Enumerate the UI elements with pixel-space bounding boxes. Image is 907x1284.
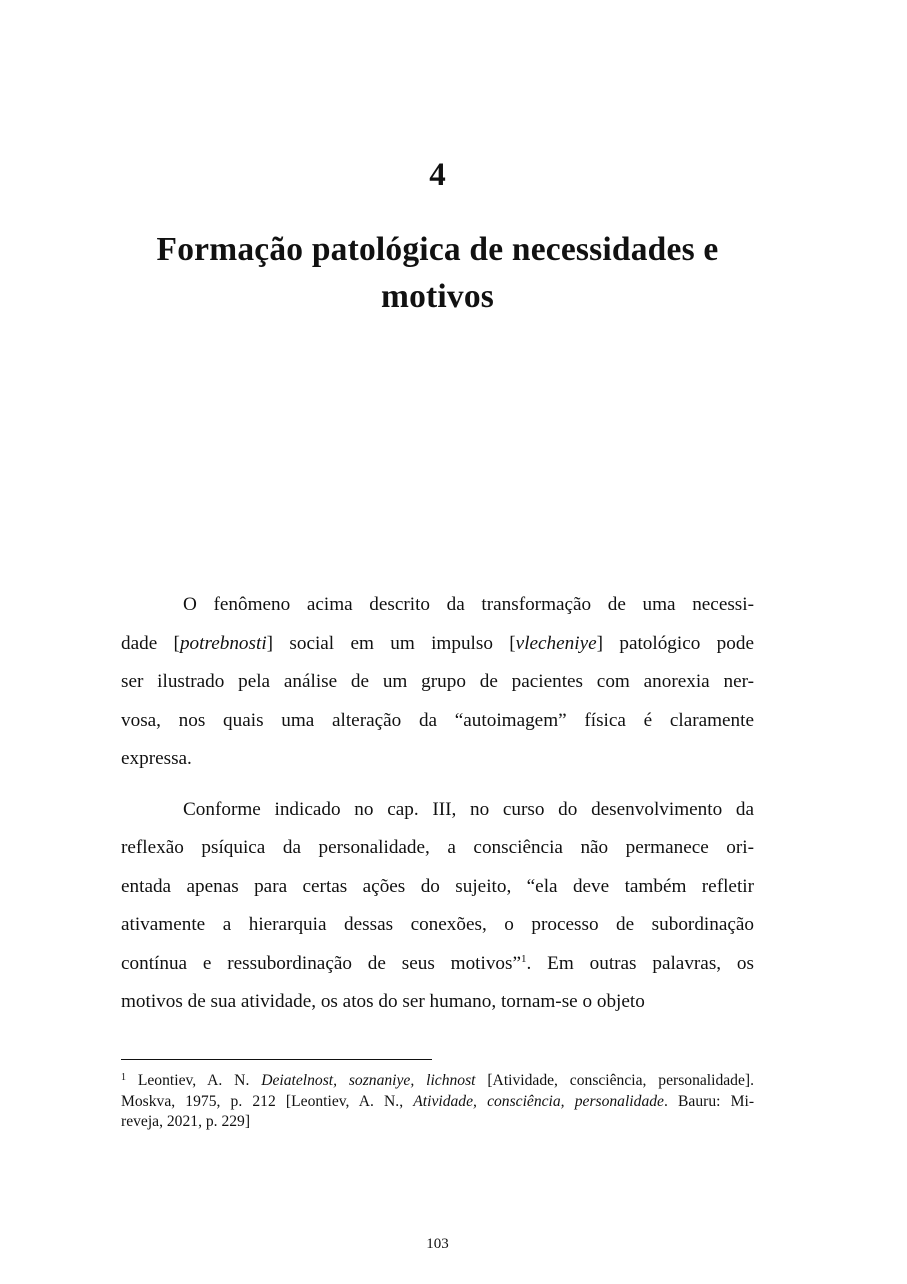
text-line: [121, 829, 754, 868]
text-run: [Atividade, consciência, personalidade].: [475, 1072, 754, 1089]
italic-term: Deiatelnost, soznaniye, lichnost: [261, 1072, 476, 1089]
italic-term: Atividade, consciência, personalidade: [413, 1092, 664, 1110]
text-line: [121, 702, 754, 741]
text-run: dade [: [121, 632, 180, 654]
text-run: contínua e ressubordinação de seus motivos”: [121, 952, 521, 974]
footnote-line: [121, 1092, 754, 1113]
footnote: [121, 1071, 754, 1133]
body-text: [121, 586, 754, 1034]
text-run: entada apenas para certas ações do sujeito, “ela deve também refletir: [121, 875, 754, 897]
text-run: ativamente a hierarquia dessas conexões, o processo de subordinação: [121, 914, 754, 935]
chapter-title-line-2: motivos: [380, 278, 495, 315]
text-run: vosa, nos quais uma alteração da “autoimagem” física é claramente: [121, 709, 754, 731]
chapter-title-line-1: Formação patológica de necessidades e: [156, 231, 719, 268]
footnote-reference[interactable]: 1: [521, 952, 527, 965]
text-line: [121, 983, 754, 1022]
text-run: Leontiev, A. N.: [137, 1072, 262, 1089]
text-run: ] patológico pode: [596, 632, 754, 654]
text-line: [121, 906, 754, 945]
chapter-title: [100, 226, 775, 320]
footnote-line: [121, 1112, 754, 1133]
text-run: ] social em um impulso [: [266, 632, 516, 654]
italic-term: vlecheniye: [515, 632, 597, 654]
footnote-marker: 1: [121, 1072, 126, 1083]
italic-term: potrebnosti: [179, 632, 267, 654]
chapter-number: 4: [429, 157, 446, 193]
text-line: [121, 625, 754, 664]
text-run: reveja, 2021, p. 229]: [121, 1113, 251, 1130]
text-line: [121, 663, 754, 702]
text-line: [121, 868, 754, 907]
text-run: . Bauru: Mi-: [663, 1092, 755, 1110]
text-run: reflexão psíquica da personalidade, a consciência não permanece ori-: [121, 837, 754, 858]
paragraph: [121, 586, 754, 779]
page-number: 103: [426, 1236, 449, 1252]
text-line: [121, 791, 754, 830]
footnote-line: [121, 1071, 754, 1092]
text-run: . Em outras palavras, os: [526, 952, 754, 974]
text-run: expressa.: [121, 748, 192, 769]
text-run: Moskva, 1975, p. 212 [Leontiev, A. N.,: [121, 1092, 414, 1110]
footnotes: [121, 1071, 754, 1133]
text-line: [121, 945, 754, 984]
footnote-separator: [121, 1059, 432, 1060]
text-run: O fenômeno acima descrito da transformação de uma necessi-: [183, 594, 754, 615]
text-run: ser ilustrado pela análise de um grupo de pacientes com anorexia ner-: [121, 671, 754, 692]
text-line: [121, 586, 754, 625]
text-run: motivos de sua atividade, os atos do ser humano, tornam-se o objeto: [121, 991, 645, 1012]
text-run: Conforme indicado no cap. III, no curso do desenvolvimento da: [183, 798, 754, 820]
text-line: [121, 740, 754, 779]
paragraph: [121, 791, 754, 1022]
